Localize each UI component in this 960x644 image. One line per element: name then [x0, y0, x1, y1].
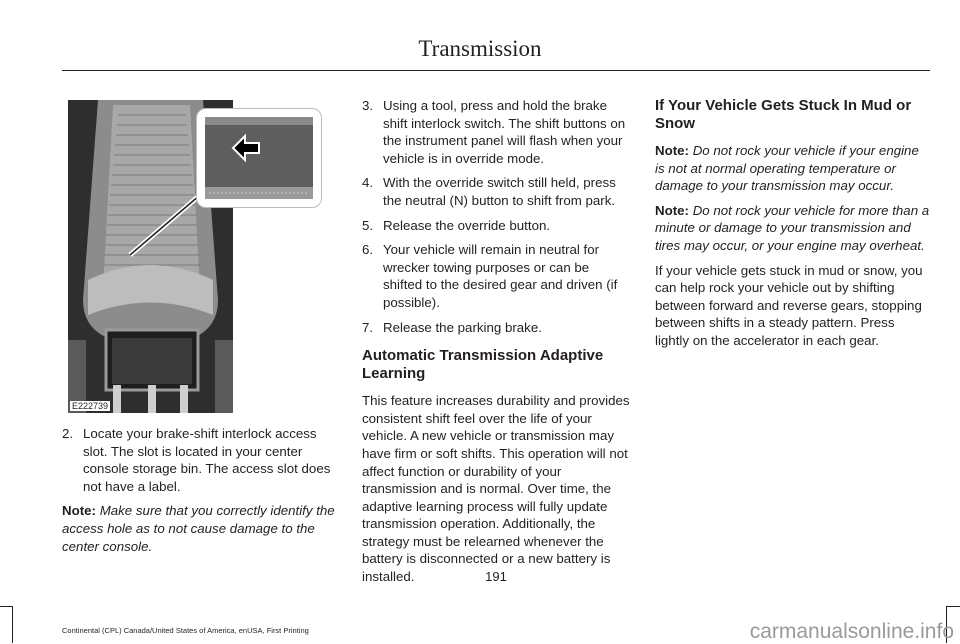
section-body: If your vehicle gets stuck in mud or snow, you can help rock your vehicle out by shifting between forward and reverse gears, stopping between shifts in a steady pattern. Press lightly on the accelerator in each gear.	[655, 262, 923, 348]
step-text: Locate your brake-shift interlock access slot. The slot is located in your center console storage bin. The access slot does not have a label.	[83, 426, 331, 494]
step-number: 2.	[62, 426, 74, 441]
note-label: Note:	[655, 202, 689, 218]
section-heading: Automatic Transmission Adaptive Learning	[362, 347, 604, 383]
step-6	[362, 241, 632, 311]
step-number: 5.	[362, 217, 374, 233]
footer-edition: Continental (CPL) Canada/United States of America, enUSA, First Printing	[62, 626, 309, 635]
step-2	[62, 425, 337, 495]
step-number: 4.	[362, 175, 374, 191]
header-divider	[62, 70, 930, 71]
left-column	[62, 425, 337, 555]
figure-code: E222739	[72, 401, 109, 411]
access-slot-detail	[205, 117, 313, 199]
crop-mark-left-horizontal	[0, 606, 12, 607]
note-paragraph-2	[655, 202, 930, 255]
step-text: With the override switch still held, press the neutral (N) button to shift from park.	[383, 175, 616, 208]
step-number: 3.	[362, 98, 374, 113]
page-number: 191	[485, 569, 507, 584]
note-paragraph	[62, 502, 337, 555]
step-text: Release the parking brake.	[383, 319, 542, 335]
section-heading: If Your Vehicle Gets Stuck In Mud or Snow	[655, 97, 912, 132]
right-column	[655, 97, 930, 350]
step-5	[362, 217, 632, 235]
note-label: Note:	[62, 503, 96, 519]
note-paragraph-1	[655, 142, 930, 195]
note-text: Do not rock your vehicle for more than a minute or damage to your transmission and tires may occur, or your engine may overheat.	[655, 202, 930, 253]
step-number: 7.	[362, 319, 374, 335]
crop-mark-right-horizontal	[946, 606, 960, 607]
middle-column	[362, 97, 632, 586]
page-header-title: Transmission	[418, 36, 542, 61]
section-body: This feature increases durability and provides consistent shift feel over the life of your vehicle. A new vehicle or transmission may have firm or soft shifts. This operation will not affect function or durability of your transmission and is normal. Over time, the adaptive learning process will fully update transmission operation. Additionally, the strategy must be relearned whenever the battery is disconnected or a new battery is installed.	[362, 393, 630, 585]
note-text: Make sure that you correctly identify the access hole as to not cause damage to the center console.	[62, 503, 335, 554]
crop-mark-left	[12, 606, 13, 643]
step-number: 6.	[362, 242, 374, 258]
watermark: carmanualsonline.info	[749, 620, 954, 643]
note-label: Note:	[655, 143, 689, 158]
step-4	[362, 174, 632, 209]
step-7	[362, 319, 632, 337]
callout-magnified-view	[196, 108, 322, 208]
step-text: Your vehicle will remain in neutral for wrecker towing purposes or can be shifted to the desired gear and driven (if possible).	[383, 242, 618, 310]
step-text: Release the override button.	[383, 217, 551, 233]
note-text: Do not rock your vehicle if your engine is not at normal operating temperature or damage to your transmission may occur.	[655, 143, 919, 194]
step-3	[362, 97, 632, 167]
step-text: Using a tool, press and hold the brake shift interlock switch. The shift buttons on the instrument panel will flash when your vehicle is in override mode.	[383, 98, 626, 166]
left-arrow-icon	[231, 133, 261, 163]
